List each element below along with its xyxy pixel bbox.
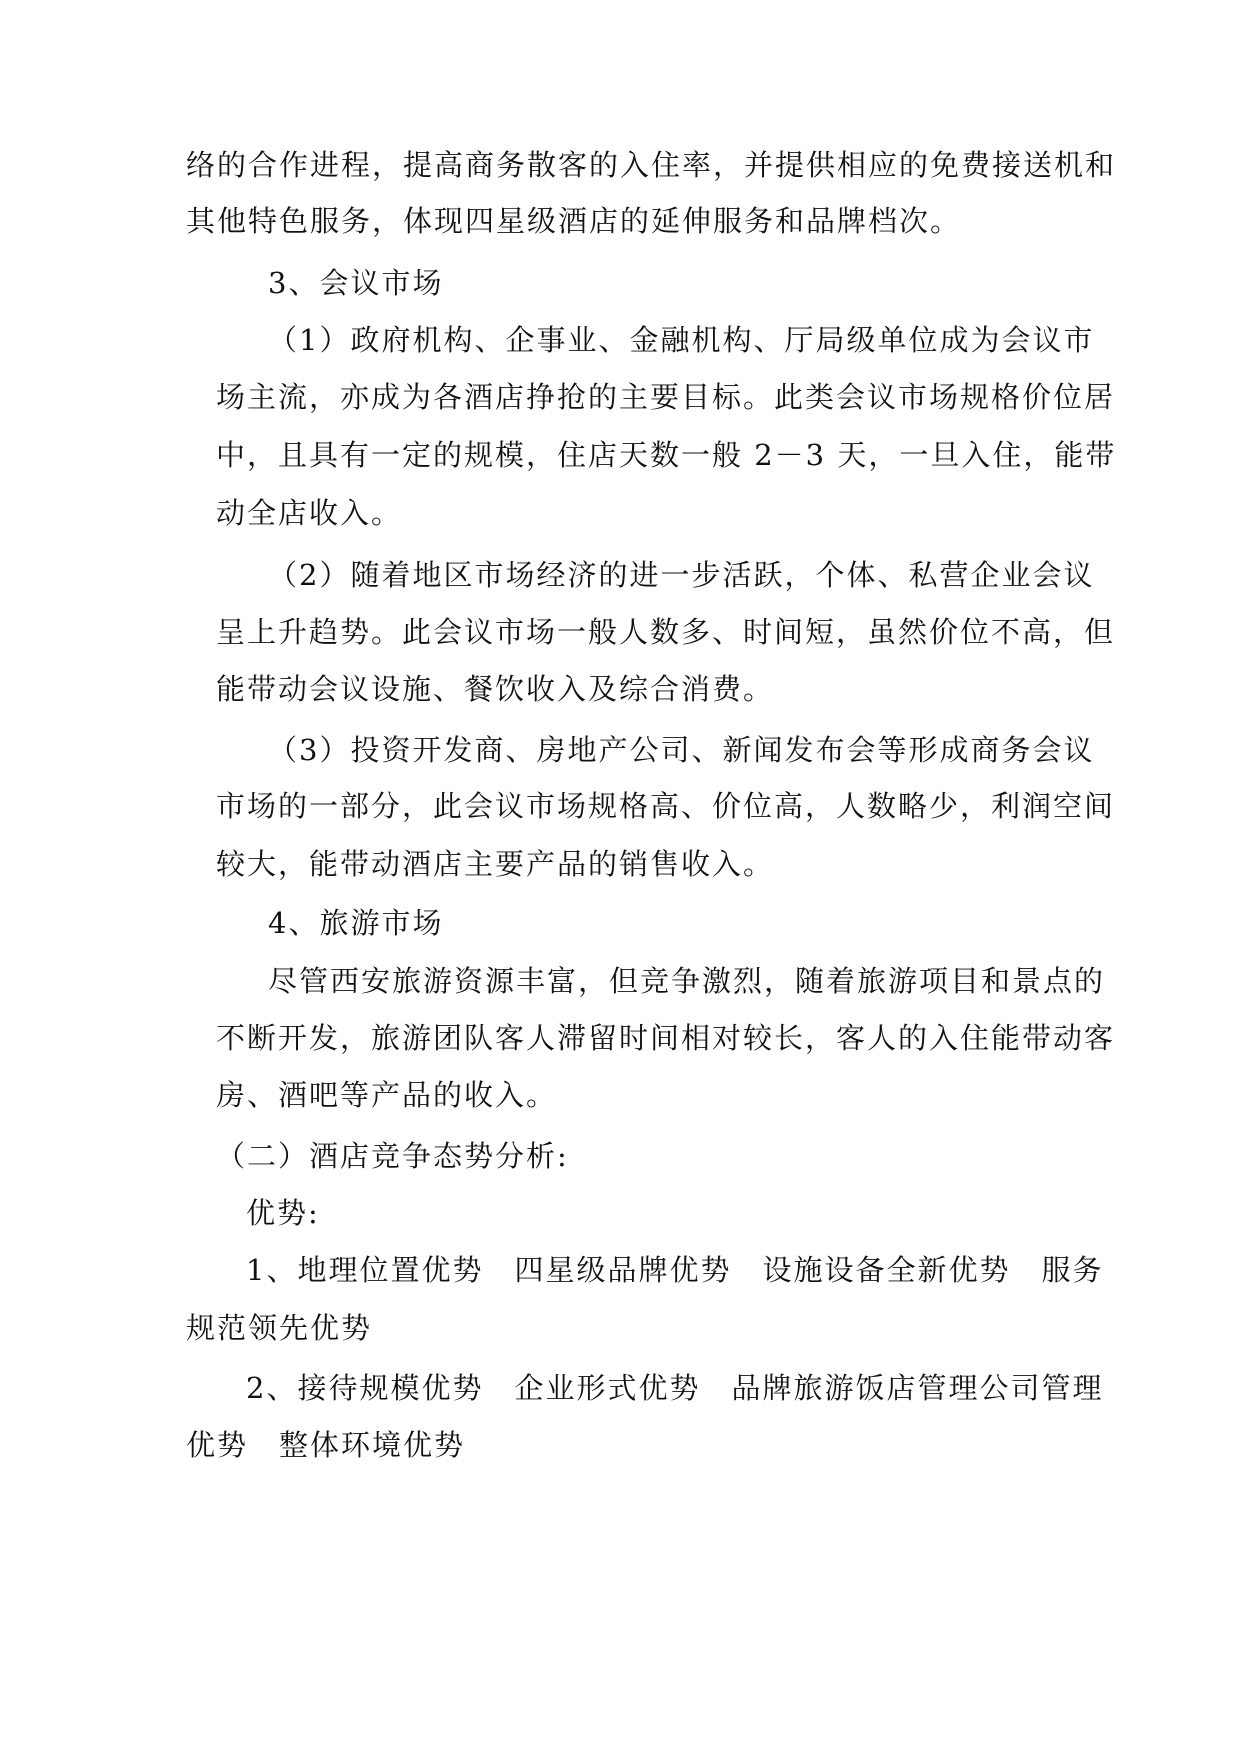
text-line: （3）投资开发商、房地产公司、新闻发布会等形成商务会议 [268, 733, 1095, 767]
text-line: 其他特色服务，体现四星级酒店的延伸服务和品牌档次。 [186, 204, 962, 238]
text-line: 尽管西安旅游资源丰富，但竞争激烈，随着旅游项目和景点的 [268, 964, 1106, 998]
text-line: 络的合作进程，提高商务散客的入住率，并提供相应的免费接送机和 [186, 148, 1117, 182]
text-line: 能带动会议设施、餐饮收入及综合消费。 [216, 672, 775, 706]
text-line: 优势 整体环境优势 [186, 1428, 466, 1462]
text-line: 较大，能带动酒店主要产品的销售收入。 [216, 847, 775, 881]
text-line: 市场的一部分，此会议市场规格高、价位高，人数略少，利润空间 [216, 789, 1116, 823]
text-line: 呈上升趋势。此会议市场一般人数多、时间短，虽然价位不高，但 [216, 615, 1116, 649]
text-line: 规范领先优势 [186, 1311, 373, 1345]
list-item: 2、接待规模优势 企业形式优势 品牌旅游饭店管理公司管理 [246, 1371, 1104, 1405]
list-item: 1、地理位置优势 四星级品牌优势 设施设备全新优势 服务 [246, 1253, 1104, 1287]
section-heading: 3、会议市场 [268, 266, 444, 300]
subheading: 优势: [246, 1196, 320, 1230]
text-line: 中，且具有一定的规模，住店天数一般 2－3 天，一旦入住，能带 [216, 438, 1117, 472]
section-heading: 4、旅游市场 [268, 906, 444, 940]
text-line: 不断开发，旅游团队客人滞留时间相对较长，客人的入住能带动客 [216, 1021, 1116, 1055]
text-line: 动全店收入。 [216, 496, 403, 530]
text-line: 场主流，亦成为各酒店挣抢的主要目标。此类会议市场规格价位居 [216, 380, 1116, 414]
section-heading: （二）酒店竞争态势分析: [216, 1139, 569, 1173]
text-line: （2）随着地区市场经济的进一步活跃，个体、私营企业会议 [268, 558, 1095, 592]
text-line: 房、酒吧等产品的收入。 [216, 1078, 558, 1112]
text-line: （1）政府机构、企事业、金融机构、厅局级单位成为会议市 [268, 323, 1095, 357]
